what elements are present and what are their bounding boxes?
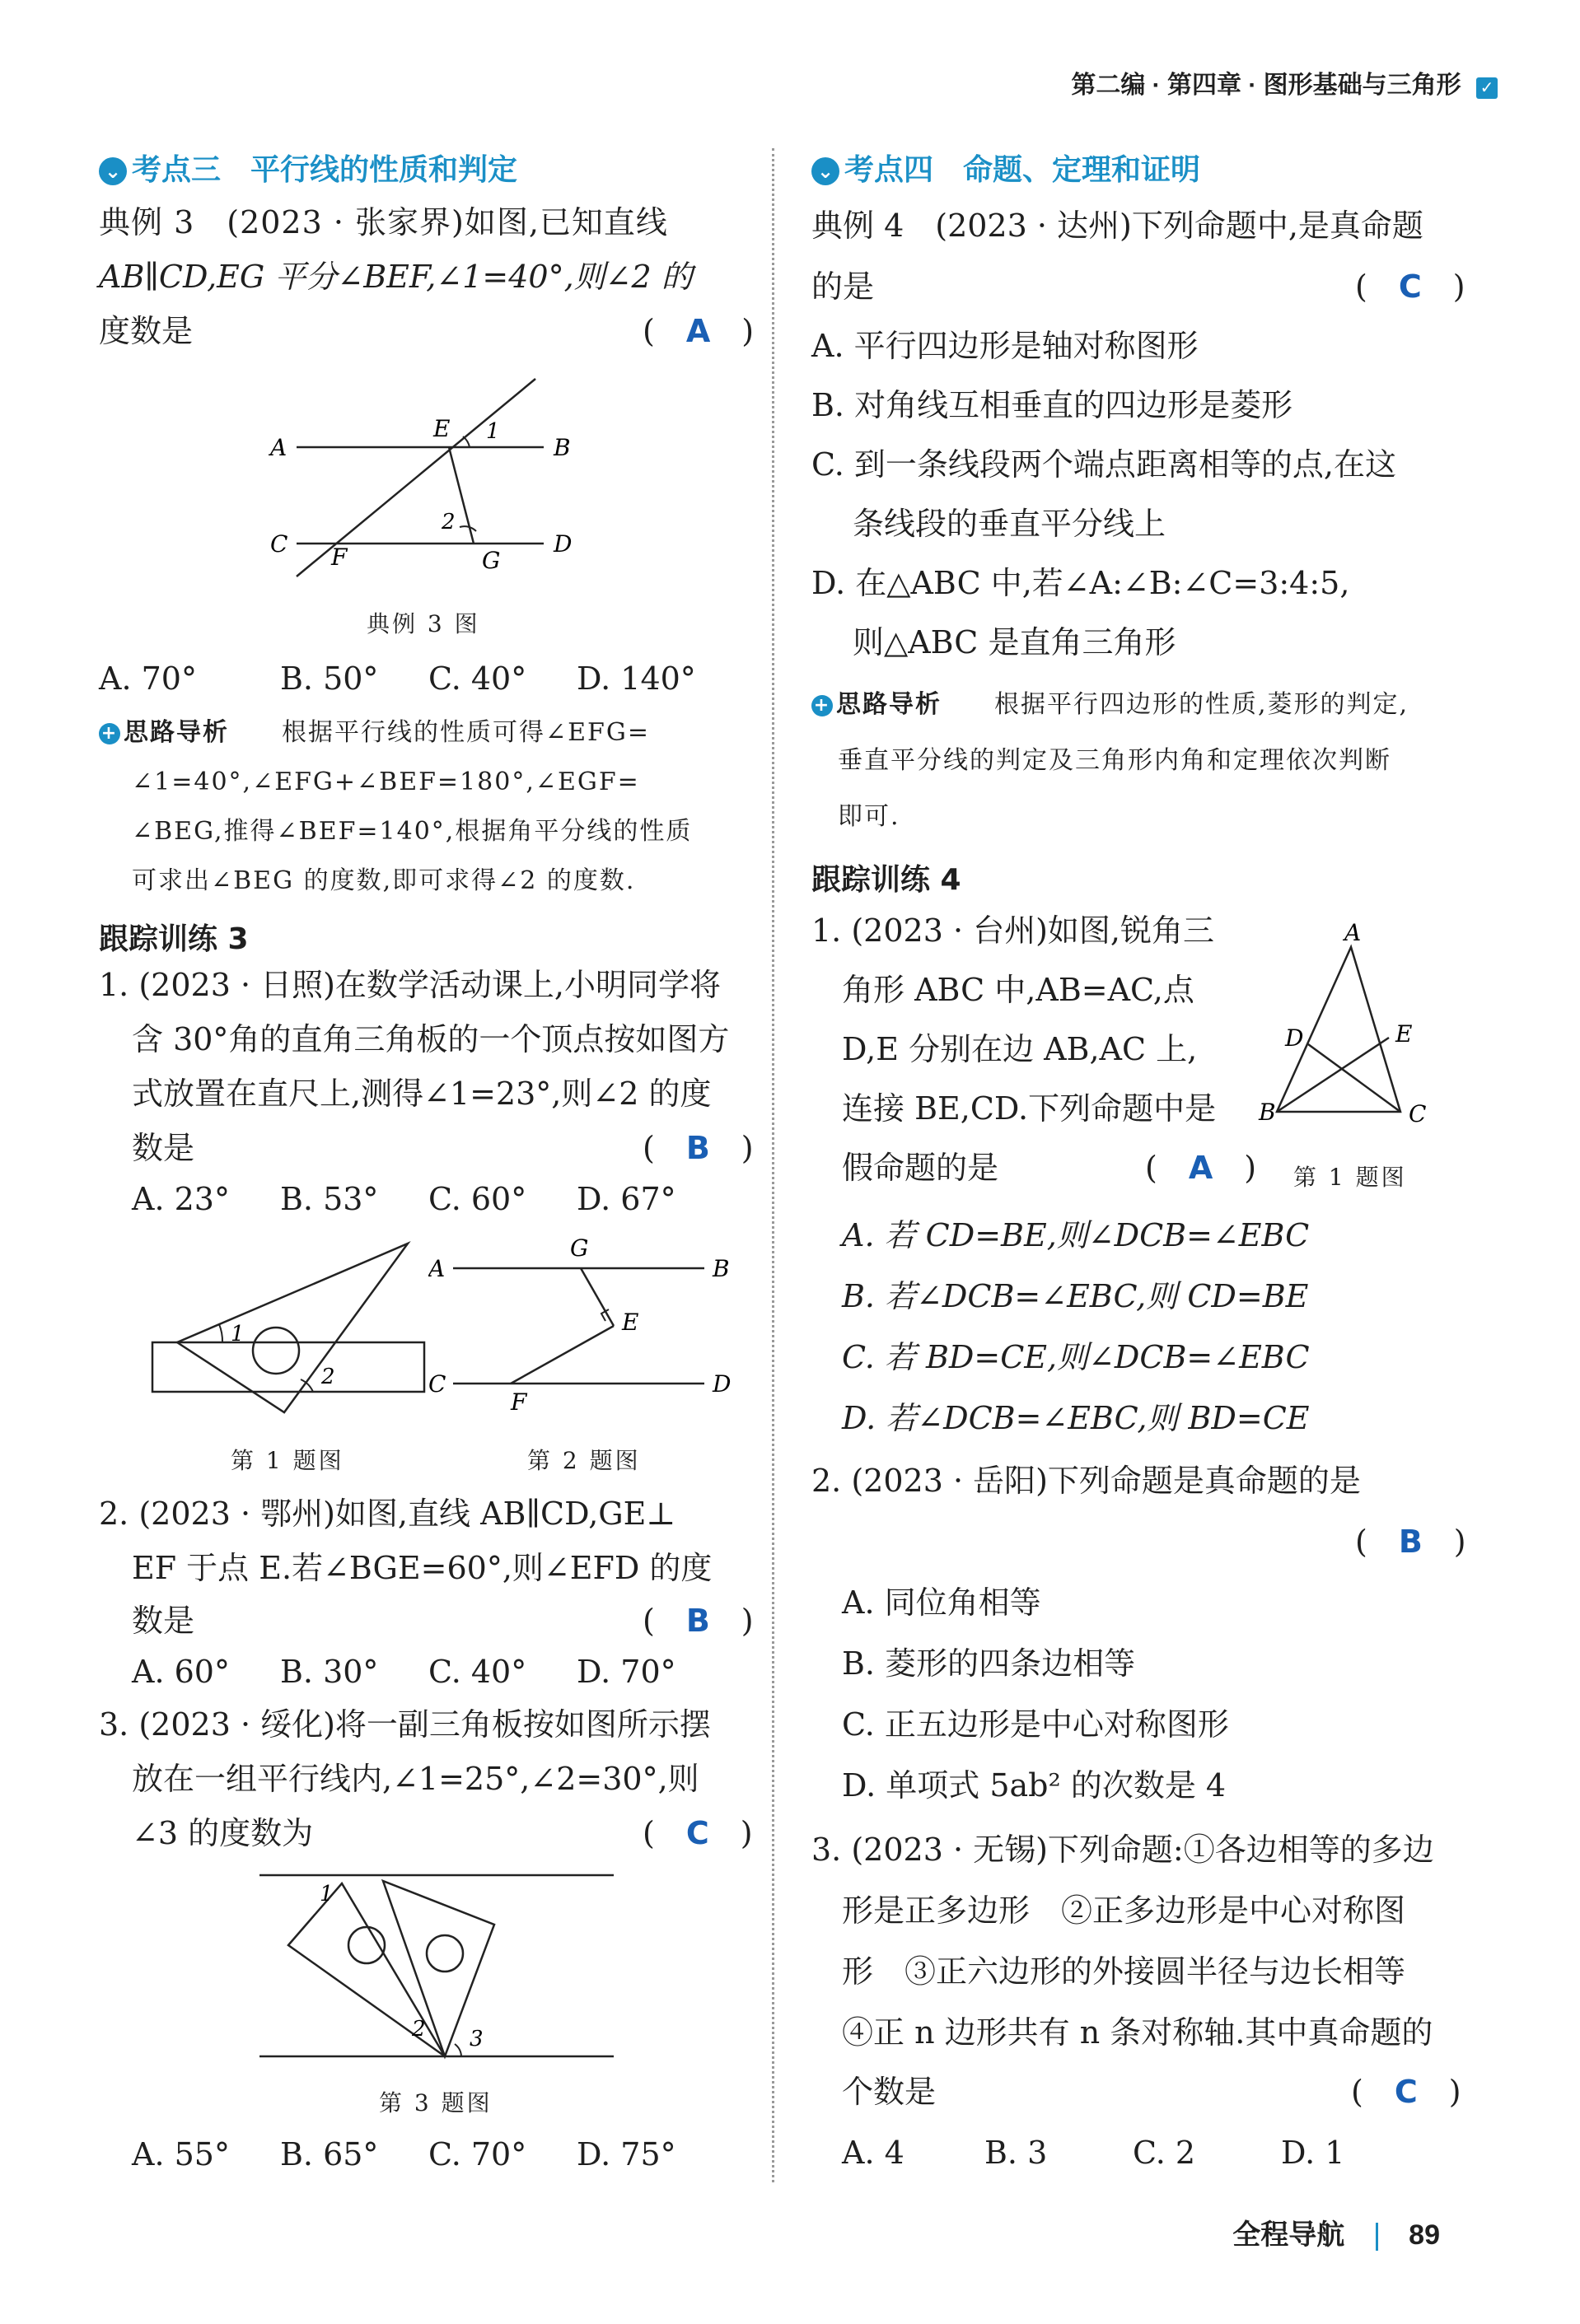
label-B: B	[713, 1255, 730, 1282]
ex3-caption: 典例 3 图	[367, 610, 480, 637]
l-q2-line1: 2. (2023 · 鄂州)如图,直线 AB∥CD,GE⊥	[99, 1496, 676, 1532]
label-E: E	[433, 415, 451, 442]
r-q1-option-b: B. 若∠DCB=∠EBC,则 CD=BE	[842, 1278, 1309, 1314]
ex4-answer: ( C )	[1355, 268, 1465, 305]
label-D: D	[554, 530, 573, 558]
ex3-line2: AB∥CD,EG 平分∠BEF,∠1=40°,则∠2 的	[99, 259, 693, 295]
r-q1-figure	[1244, 914, 1466, 1128]
ex3-hint: + 思路导析 根据平行线的性质可得∠EFG= ∠1=40°,∠EFG+∠BEF=180°,∠EGF= ∠BEG,推得∠BEF=140°,根据角平分线的性质 可求出∠BEG 的度数,即可求得∠2 的度数.	[99, 716, 758, 898]
l-q1-option-a: A. 23°	[132, 1181, 230, 1217]
label-1: 1	[320, 1882, 334, 1906]
r-q2-option-a: A. 同位角相等	[842, 1584, 1041, 1621]
answer-badge: A	[1188, 1150, 1213, 1186]
label-2: 2	[442, 510, 456, 534]
answer-badge: B	[685, 1603, 710, 1639]
plus-icon: +	[99, 723, 120, 744]
answer-badge: A	[685, 313, 711, 349]
page-header	[1071, 64, 1498, 100]
footer-brand: 全程导航	[1232, 2219, 1345, 2251]
label-A: A	[270, 434, 287, 461]
l-q2-option-d: D. 70°	[577, 1654, 676, 1690]
r-q3-line2: 形是正多边形 ②正多边形是中心对称图	[842, 1892, 1406, 1929]
ex3-figure	[247, 371, 593, 593]
label-E: E	[622, 1309, 639, 1336]
label-C: C	[1409, 1100, 1427, 1127]
ex3-line1: 典例 3 (2023 · 张家界)如图,已知直线	[99, 204, 668, 240]
r-q1-line4: 连接 BE,CD.下列命题中是	[842, 1090, 1217, 1127]
label-2: 2	[321, 1365, 335, 1389]
section-title-left: ⌄ 考点三 平行线的性质和判定	[99, 147, 517, 189]
label-E: E	[1395, 1020, 1413, 1048]
answer-badge: B	[685, 1130, 710, 1166]
r-q3-option-c: C. 2	[1133, 2135, 1196, 2171]
header-text: 第二编 · 第四章 · 图形基础与三角形	[1071, 72, 1461, 99]
answer-badge: C	[1398, 268, 1422, 305]
r-q2-option-c: C. 正五边形是中心对称图形	[842, 1706, 1229, 1743]
answer-badge: C	[685, 1815, 709, 1851]
r-q1-caption: 第 1 题图	[1293, 1164, 1407, 1191]
l-q2-option-c: C. 40°	[428, 1654, 527, 1690]
ex3-line3: 度数是	[99, 313, 194, 349]
l-q3-option-b: B. 65°	[280, 2136, 379, 2172]
label-F: F	[511, 1388, 527, 1416]
l-q1-figure	[140, 1235, 453, 1425]
r-q2-option-b: B. 菱形的四条边相等	[842, 1645, 1136, 1682]
track-3-title: 跟踪训练 3	[99, 922, 249, 956]
r-q1-line1: 1. (2023 · 台州)如图,锐角三	[811, 912, 1215, 949]
l-q3-caption: 第 3 题图	[379, 2089, 493, 2116]
r-q1-line5: 假命题的是	[842, 1150, 999, 1186]
l-q3-figure	[247, 1863, 626, 2069]
label-C: C	[428, 1370, 446, 1398]
r-q2-answer: ( B )	[1355, 1524, 1466, 1560]
label-G: G	[570, 1234, 589, 1262]
l-q1-line4: 数是	[132, 1130, 195, 1166]
l-q3-answer: ( C )	[643, 1815, 753, 1851]
l-q1-line1: 1. (2023 · 日照)在数学活动课上,小明同学将	[99, 967, 722, 1003]
r-q3-option-d: D. 1	[1281, 2135, 1345, 2171]
label-C: C	[270, 530, 288, 558]
r-q2-line1: 2. (2023 · 岳阳)下列命题是真命题的是	[811, 1463, 1361, 1499]
l-q2-option-b: B. 30°	[280, 1654, 379, 1690]
label-G: G	[482, 547, 501, 574]
l-q2-figure	[428, 1227, 758, 1425]
r-q3-option-a: A. 4	[842, 2135, 905, 2171]
r-q3-answer: ( C )	[1351, 2074, 1461, 2110]
ex4-option-d2: 则△ABC 是直角三角形	[853, 624, 1176, 660]
label-D: D	[1285, 1024, 1304, 1052]
l-q2-caption: 第 2 题图	[527, 1447, 641, 1474]
l-q1-line3: 式放置在直尺上,测得∠1=23°,则∠2 的度	[132, 1076, 712, 1112]
l-q1-answer: ( B )	[643, 1130, 754, 1166]
l-q1-line2: 含 30°角的直角三角板的一个顶点按如图方	[132, 1021, 730, 1057]
chevron-down-icon: ⌄	[99, 157, 127, 185]
l-q3-line1: 3. (2023 · 绥化)将一副三角板按如图所示摆	[99, 1706, 711, 1743]
chevron-down-icon: ⌄	[811, 157, 839, 185]
track-4-title: 跟踪训练 4	[811, 863, 961, 897]
column-divider	[772, 148, 774, 2182]
r-q1-option-a: A. 若 CD=BE,则∠DCB=∠EBC	[842, 1217, 1310, 1253]
r-q3-line3: 形 ③正六边形的外接圆半径与边长相等	[842, 1953, 1406, 1990]
r-q3-line5: 个数是	[842, 2074, 937, 2110]
ex4-option-c2: 条线段的垂直平分线上	[853, 506, 1166, 542]
ex3-option-d: D. 140°	[577, 660, 696, 697]
ex4-option-b: B. 对角线互相垂直的四边形是菱形	[811, 387, 1293, 423]
label-2: 2	[412, 2017, 426, 2042]
page-footer	[1232, 2212, 1440, 2252]
ex3-answer: ( A )	[643, 313, 755, 349]
l-q1-option-c: C. 60°	[428, 1181, 527, 1217]
ex4-hint: + 思路导析 根据平行四边形的性质,菱形的判定, 垂直平分线的判定及三角形内角和定理依次判断 即可.	[811, 688, 1470, 833]
r-q1-option-d: D. 若∠DCB=∠EBC,则 BD=CE	[842, 1400, 1310, 1436]
l-q1-option-b: B. 53°	[280, 1181, 379, 1217]
r-q3-option-b: B. 3	[984, 2135, 1048, 2171]
label-B: B	[1259, 1099, 1276, 1126]
r-q3-line4: ④正 n 边形共有 n 条对称轴.其中真命题的	[842, 2014, 1433, 2051]
label-A: A	[1344, 919, 1362, 946]
ex4-option-c1: C. 到一条线段两个端点距离相等的点,在这	[811, 446, 1396, 483]
l-q2-option-a: A. 60°	[132, 1654, 230, 1690]
l-q3-option-a: A. 55°	[132, 2136, 230, 2172]
ex4-option-a: A. 平行四边形是轴对称图形	[811, 328, 1199, 364]
label-B: B	[554, 434, 571, 461]
r-q3-line1: 3. (2023 · 无锡)下列命题:①各边相等的多边	[811, 1832, 1434, 1868]
l-q1-option-d: D. 67°	[577, 1181, 676, 1217]
section-title-right: ⌄ 考点四 命题、定理和证明	[811, 147, 1200, 189]
label-3: 3	[470, 2027, 484, 2051]
label-1: 1	[231, 1322, 245, 1346]
l-q2-line2: EF 于点 E.若∠BGE=60°,则∠EFD 的度	[132, 1550, 713, 1586]
ex4-option-d1: D. 在△ABC 中,若∠A:∠B:∠C=3:4:5,	[811, 565, 1350, 601]
label-D: D	[713, 1370, 732, 1398]
r-q1-line3: D,E 分别在边 AB,AC 上,	[842, 1031, 1198, 1067]
l-q3-option-d: D. 75°	[577, 2136, 676, 2172]
label-A: A	[428, 1255, 446, 1282]
l-q2-answer: ( B )	[643, 1603, 754, 1639]
l-q3-line2: 放在一组平行线内,∠1=25°,∠2=30°,则	[132, 1761, 699, 1797]
ex4-line2: 的是	[811, 268, 875, 305]
label-1: 1	[486, 419, 500, 444]
ex3-option-a: A. 70°	[99, 660, 197, 697]
r-q1-option-c: C. 若 BD=CE,则∠DCB=∠EBC	[842, 1339, 1310, 1375]
ex3-option-b: B. 50°	[280, 660, 379, 697]
ex3-option-c: C. 40°	[428, 660, 527, 697]
label-F: F	[331, 544, 348, 571]
l-q1-caption: 第 1 题图	[231, 1447, 344, 1474]
plus-icon: +	[811, 695, 833, 716]
check-icon: ✓	[1476, 77, 1498, 99]
r-q1-answer: ( A )	[1145, 1150, 1257, 1186]
l-q2-line3: 数是	[132, 1603, 195, 1639]
l-q3-option-c: C. 70°	[428, 2136, 527, 2172]
page-number: 89	[1409, 2219, 1440, 2251]
r-q2-option-d: D. 单项式 5ab² 的次数是 4	[842, 1767, 1227, 1804]
ex4-line1: 典例 4 (2023 · 达州)下列命题中,是真命题	[811, 208, 1423, 244]
answer-badge: C	[1394, 2074, 1418, 2110]
r-q1-line2: 角形 ABC 中,AB=AC,点	[842, 972, 1194, 1008]
answer-badge: B	[1398, 1524, 1423, 1560]
l-q3-line3: ∠3 的度数为	[132, 1815, 314, 1851]
